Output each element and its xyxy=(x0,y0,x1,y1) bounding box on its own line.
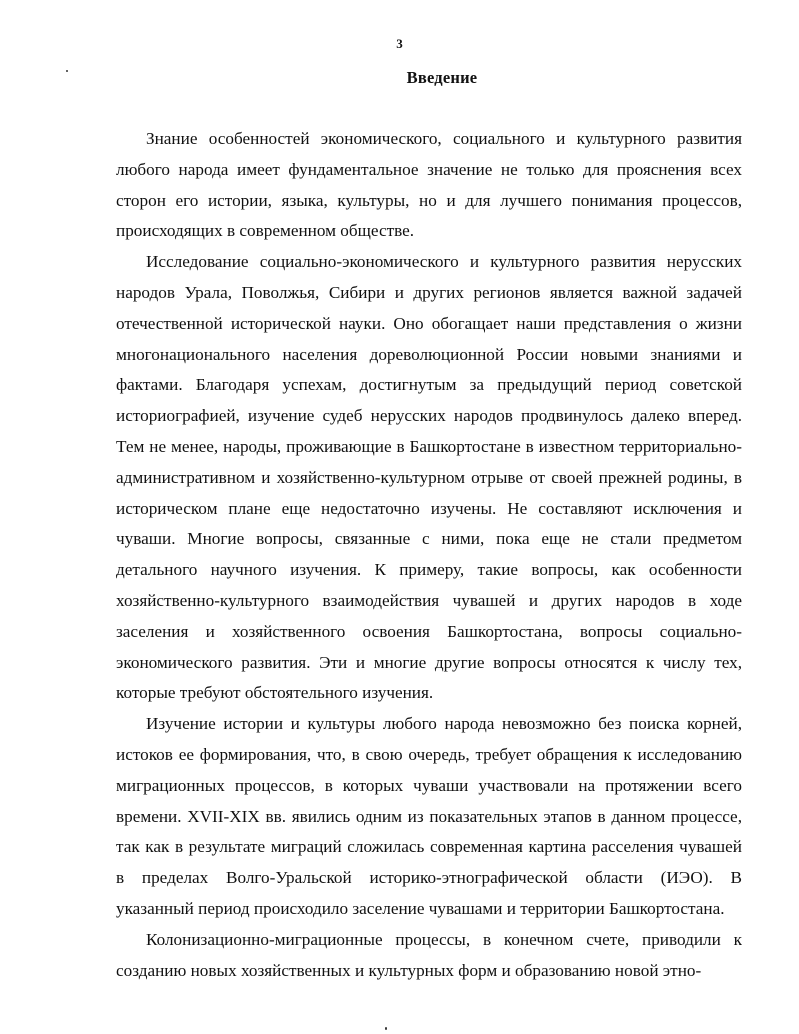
page-number: 3 xyxy=(396,36,403,51)
paragraph: Изучение истории и культуры любого народа невозможно без поиска корней, истоков ее формирования, что, в свою очередь, требует обращения к исследованию миграционных процессов, в которых чуваши участвовали на протяжении всего времени. XVII-XIX вв. явились одним из показательных этапов в данном процессе, так как в результате миграций сложилась современная картина расселения чувашей в пределах Волго-Уральской историко-этнографической области (ИЭО). В указанный период происходило заселение чувашами и территории Башкортостана. xyxy=(116,714,742,918)
section-title: Введение xyxy=(406,68,478,87)
scan-speck xyxy=(385,1027,387,1030)
paragraph: Колонизационно-миграционные процессы, в конечном счете, приводили к созданию новых хозяйственных и культурных форм и образованию новой этно- xyxy=(116,929,742,980)
paragraph: Исследование социально-экономического и культурного развития нерусских народов Урала, Поволжья, Сибири и других регионов является важной задачей отечественной исторической науки. Оно обогащает наши представления о жизни многонационального населения дореволюционной России новыми знаниями и фактами. Благодаря успехам, достигнутым за предыдущий период советской историографией, изучение судеб нерусских народов продвинулось далеко вперед. Тем не менее, народы, проживающие в Башкортостане в известном территориально-административном и хозяйственно-культурном отрыве от своей прежней родины, в историческом плане еще недостаточно изучены. Не составляют исключения и чуваши. Многие вопросы, связанные с ними, пока еще не стали предметом детального научного изучения. К примеру, такие вопросы, как особенности хозяйственно-культурного взаимодействия чувашей и других народов в ходе заселения и хозяйственного освоения Башкортостана, вопросы социально-экономического развития. Эти и многие другие вопросы относятся к числу тех, которые требуют обстоятельного изучения. xyxy=(116,252,742,703)
paragraph: Знание особенностей экономического, социального и культурного развития любого народа имеет фундаментальное значение не только для прояснения всех сторон его истории, языка, культуры, но и для лучшего понимания процессов, происходящих в современном обществе. xyxy=(116,129,742,241)
document-body xyxy=(116,124,742,986)
